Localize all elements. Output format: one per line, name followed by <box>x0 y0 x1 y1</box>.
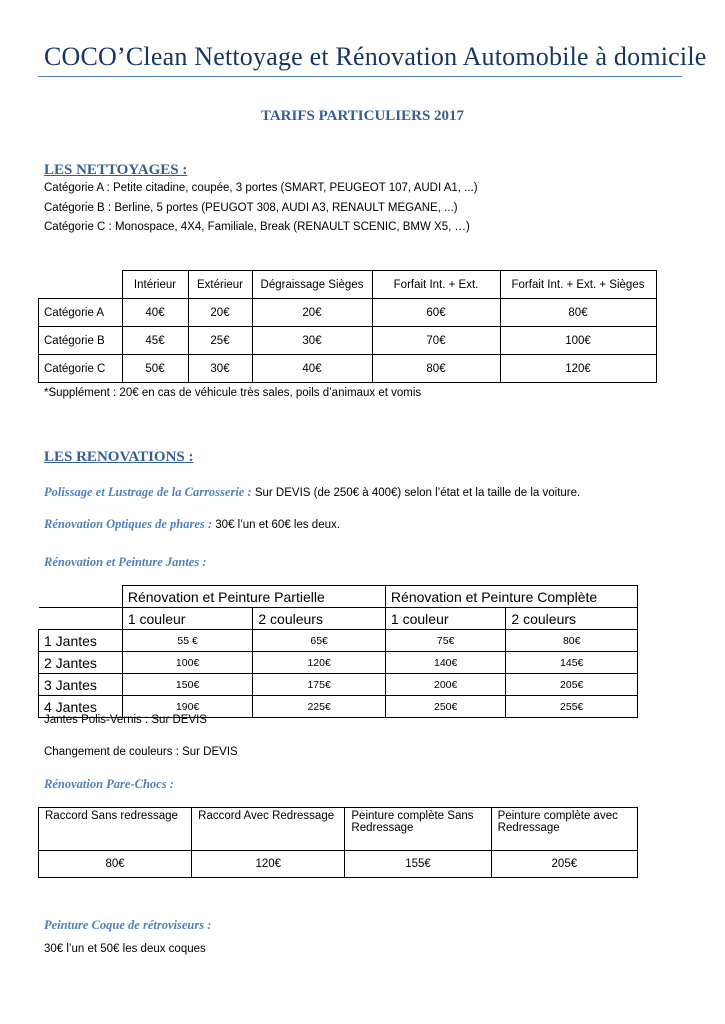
price-cell: 25€ <box>188 327 252 355</box>
price-cell: 75€ <box>385 630 506 652</box>
price-cell: 155€ <box>345 851 491 878</box>
price-cell: 225€ <box>253 696 386 718</box>
price-cell: 80€ <box>506 630 638 652</box>
price-cell: 55 € <box>122 630 253 652</box>
price-cell: 175€ <box>253 674 386 696</box>
price-cell: 60€ <box>372 299 500 327</box>
row-label: Catégorie C <box>39 355 123 383</box>
price-cell: 40€ <box>252 355 372 383</box>
price-cell: 70€ <box>372 327 500 355</box>
price-cell: 30€ <box>252 327 372 355</box>
polissage-text: Sur DEVIS (de 250€ à 400€) selon l’état et la taille de la voiture. <box>251 487 581 499</box>
price-cell: 80€ <box>372 355 500 383</box>
price-cell: 120€ <box>192 851 345 878</box>
row-label: Catégorie A <box>39 299 123 327</box>
price-cell: 250€ <box>385 696 506 718</box>
price-cell: 20€ <box>252 299 372 327</box>
retroviseurs-text: 30€ l’un et 50€ les deux coques <box>44 943 206 955</box>
section-heading-renovations: LES RENOVATIONS : <box>44 449 194 465</box>
table-row <box>39 355 657 383</box>
column-group-header: Rénovation et Peinture Partielle <box>122 586 385 608</box>
column-header: 1 couleur <box>385 608 506 630</box>
column-group-header: Rénovation et Peinture Complète <box>385 586 637 608</box>
table-corner-cell <box>39 608 123 630</box>
table-header-row <box>39 586 638 608</box>
category-a-description: Catégorie A : Petite citadine, coupée, 3 portes (SMART, PEUGEOT 107, AUDI A1, ...) <box>44 182 478 194</box>
column-header: Raccord Sans redressage <box>39 808 192 851</box>
price-cell: 140€ <box>385 652 506 674</box>
section-heading-nettoyages: LES NETTOYAGES : <box>44 162 188 178</box>
page-subtitle: TARIFS PARTICULIERS 2017 <box>260 108 465 124</box>
table-row <box>39 674 638 696</box>
row-label: Catégorie B <box>39 327 123 355</box>
polissage-line <box>44 485 580 500</box>
row-label: 4 Jantes <box>39 696 123 718</box>
price-cell: 145€ <box>506 652 638 674</box>
row-label: 2 Jantes <box>39 652 123 674</box>
price-cell: 100€ <box>500 327 656 355</box>
optiques-line <box>44 517 340 532</box>
column-header: Peinture complète Sans Redressage <box>345 808 491 851</box>
price-cell: 205€ <box>506 674 638 696</box>
category-c-description: Catégorie C : Monospace, 4X4, Familiale, Break (RENAULT SCENIC, BMW X5, …) <box>44 221 470 233</box>
column-header: 2 couleurs <box>253 608 386 630</box>
price-cell: 65€ <box>253 630 386 652</box>
price-cell: 190€ <box>122 696 253 718</box>
price-cell: 255€ <box>506 696 638 718</box>
parechocs-heading: Rénovation Pare-Chocs : <box>44 777 174 791</box>
page-title: COCO’Clean Nettoyage et Rénovation Automobile à domicile <box>44 42 707 71</box>
table-row <box>39 299 657 327</box>
column-header: Forfait Int. + Ext. <box>372 271 500 299</box>
nettoyages-price-table <box>38 270 657 383</box>
price-cell: 200€ <box>385 674 506 696</box>
row-label: 3 Jantes <box>39 674 123 696</box>
table-corner-cell <box>39 586 123 608</box>
table-row <box>39 327 657 355</box>
table-header-row <box>39 808 638 851</box>
row-label: 1 Jantes <box>39 630 123 652</box>
price-cell: 50€ <box>122 355 188 383</box>
optiques-text: 30€ l’un et 60€ les deux. <box>212 519 340 531</box>
price-cell: 205€ <box>491 851 637 878</box>
table-corner-cell <box>39 271 123 299</box>
price-cell: 20€ <box>188 299 252 327</box>
table-subheader-row <box>39 608 638 630</box>
changement-couleurs-note: Changement de couleurs : Sur DEVIS <box>44 746 238 758</box>
price-cell: 40€ <box>122 299 188 327</box>
price-cell: 120€ <box>253 652 386 674</box>
price-cell: 30€ <box>188 355 252 383</box>
column-header: 2 couleurs <box>506 608 638 630</box>
price-cell: 80€ <box>39 851 192 878</box>
column-header: Forfait Int. + Ext. + Sièges <box>500 271 656 299</box>
retroviseurs-heading: Peinture Coque de rétroviseurs : <box>44 918 212 932</box>
jantes-polis-note: Jantes Polis-Vernis : Sur DEVIS <box>44 714 207 726</box>
parechocs-price-table <box>38 807 638 878</box>
price-cell: 80€ <box>500 299 656 327</box>
column-header: Extérieur <box>188 271 252 299</box>
jantes-heading: Rénovation et Peinture Jantes : <box>44 555 207 569</box>
column-header: Peinture complète avec Redressage <box>491 808 637 851</box>
price-cell: 100€ <box>122 652 253 674</box>
column-header: Dégraissage Sièges <box>252 271 372 299</box>
optiques-label: Rénovation Optiques de phares : <box>44 517 213 531</box>
polissage-label: Polissage et Lustrage de la Carrosserie : <box>44 485 252 499</box>
supplement-note: *Supplément : 20€ en cas de véhicule très sales, poils d’animaux et vomis <box>44 387 422 399</box>
category-b-description: Catégorie B : Berline, 5 portes (PEUGOT 308, AUDI A3, RENAULT MEGANE, ...) <box>44 202 458 214</box>
price-cell: 150€ <box>122 674 253 696</box>
price-cell: 45€ <box>122 327 188 355</box>
column-header: 1 couleur <box>122 608 253 630</box>
column-header: Raccord Avec Redressage <box>192 808 345 851</box>
title-divider <box>38 76 682 77</box>
price-cell: 120€ <box>500 355 656 383</box>
jantes-price-table <box>38 585 638 718</box>
table-row <box>39 652 638 674</box>
table-row <box>39 851 638 878</box>
column-header: Intérieur <box>122 271 188 299</box>
table-header-row <box>39 271 657 299</box>
table-row <box>39 630 638 652</box>
